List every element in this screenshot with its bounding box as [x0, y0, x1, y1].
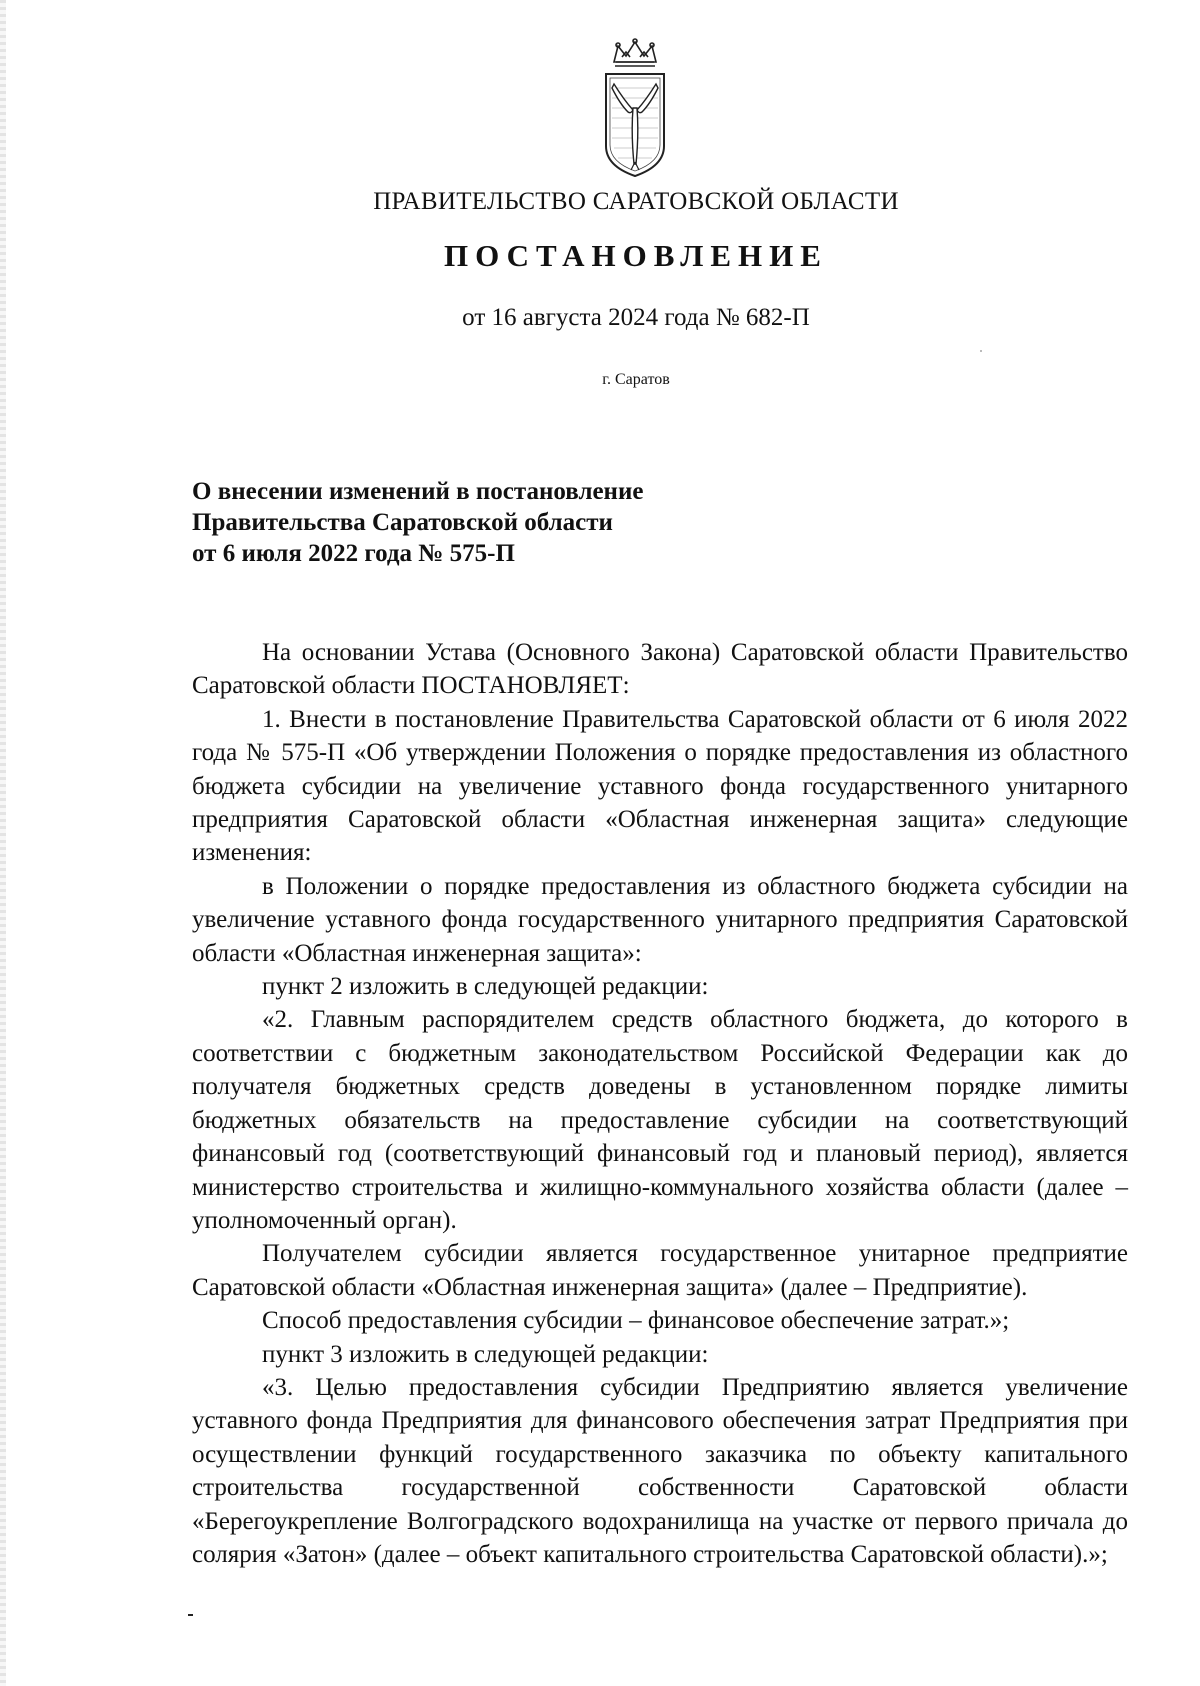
paragraph-method: Способ предоставления субсидии – финансовое обеспечение затрат.»; [262, 1307, 1010, 1335]
document-date-number: от 16 августа 2024 года № 682-П [462, 304, 810, 331]
paragraph-recipient: Получателем субсидии является государственное унитарное предприятие Саратовской области «Областная инженерная защита» (далее – Предприятие). [192, 1240, 1128, 1301]
subject-line-1: О внесении изменений в постановление [192, 478, 644, 505]
paragraph-preamble: На основании Устава (Основного Закона) Саратовской области Правительство Саратовской области ПОСТАНОВЛЯЕТ: [192, 639, 1128, 700]
paragraph-point-2-instruction: пункт 2 изложить в следующей редакции: [262, 973, 709, 1001]
paragraph-item-1: 1. Внести в постановление Правительства Саратовской области от 6 июля 2022 года № 575-П «Об утверждении Положения о порядке предоставления из областного бюджета субсидии на увеличение уставного фонда государственного унитарного предприятия Саратовской области «Областная инженерная защита» следующие изменения: [192, 705, 1128, 867]
government-name: ПРАВИТЕЛЬСТВО САРАТОВСКОЙ ОБЛАСТИ [373, 188, 899, 215]
paragraph-point-2-text: «2. Главным распорядителем средств областного бюджета, до которого в соответствии с бюджетным законодательством Российской Федерации как до получателя бюджетных средств доведены в установленном порядке лимиты бюджетных обязательств на предоставление субсидии на соответствующий финансовый год (соответствующий финансовый год и плановый период), является министерство строительства и жилищно-коммунального хозяйства области (далее – уполномоченный орган). [192, 1006, 1128, 1234]
paragraph-point-3-text: «3. Целью предоставления субсидии Предприятию является увеличение уставного фонда Предприятия для финансового обеспечения затрат Предприятия при осуществлении функций государственного заказчика по объекту капитального строительства государственной собственности Саратовской области «Берегоукрепление Волгоградского водохранилища на участке от первого причала до солярия «Затон» (далее – объект капитального строительства Саратовской области).»; [192, 1373, 1128, 1568]
document-type-title: ПОСТАНОВЛЕНИЕ [444, 238, 828, 273]
paragraph-point-3-instruction: пункт 3 изложить в следующей редакции: [262, 1340, 709, 1368]
scan-speck [188, 1614, 193, 1616]
scan-dot [980, 350, 982, 352]
subject-line-2: Правительства Саратовской области [192, 509, 613, 536]
document-subject [192, 476, 643, 569]
document-city: г. Саратов [602, 371, 670, 388]
paragraph-regulation-intro: в Положении о порядке предоставления из областного бюджета субсидии на увеличение уставного фонда государственного унитарного предприятия Саратовской области «Областная инженерная защита»: [192, 872, 1128, 967]
coat-of-arms-icon [600, 38, 670, 180]
subject-line-3: от 6 июля 2022 года № 575-П [192, 540, 515, 567]
document-body [192, 636, 1128, 1571]
